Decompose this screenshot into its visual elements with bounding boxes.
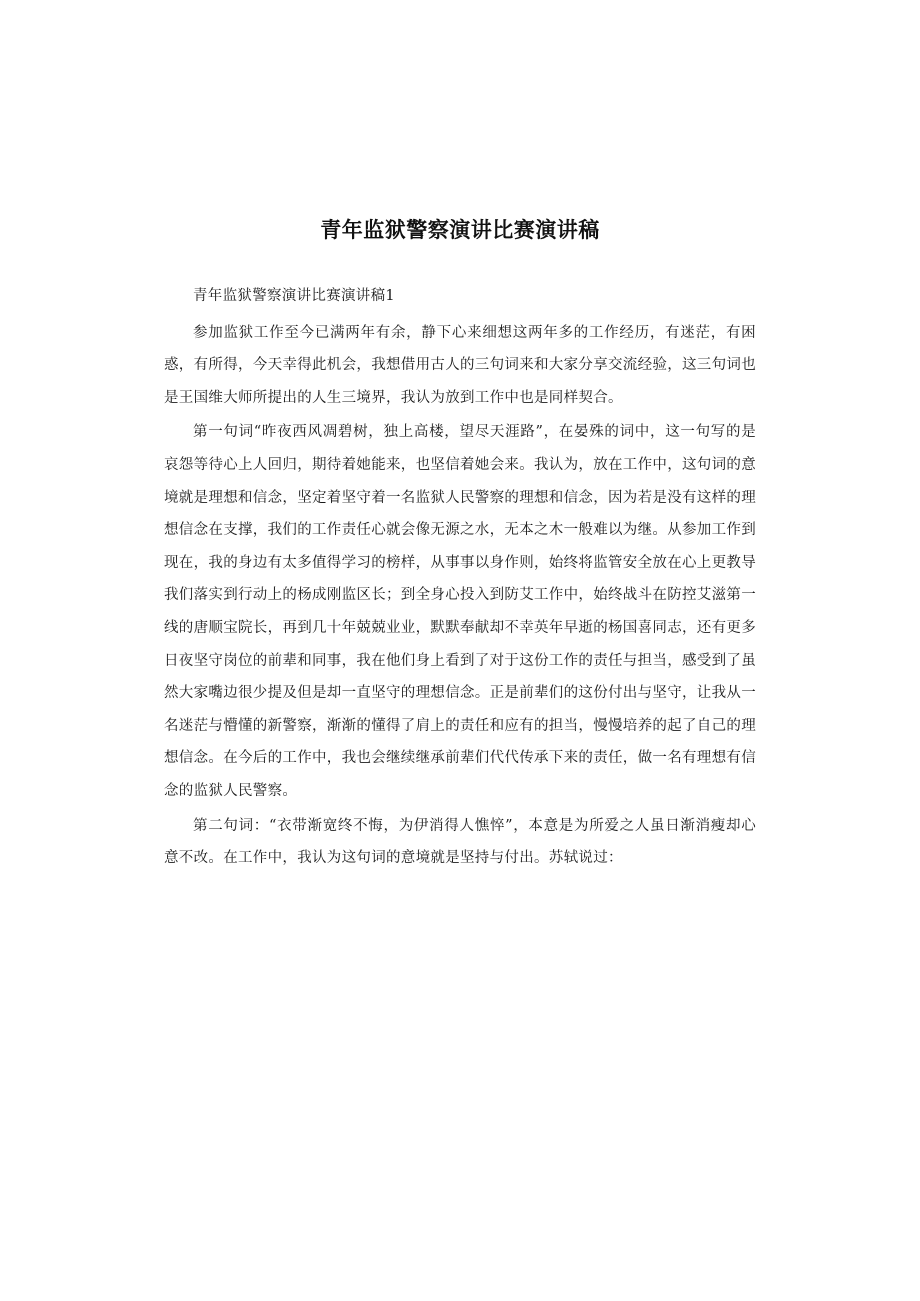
paragraph-1: 参加监狱工作至今已满两年有余，静下心来细想这两年多的工作经历，有迷茫，有困惑，有所得，今天幸得此机会，我想借用古人的三句词来和大家分享交流经验，这三句词也是王国维大师所提出的人生三境界，我认为放到工作中也是同样契合。 [164, 324, 756, 406]
paragraph-3: 第二句词：“衣带渐宽终不悔，为伊消得人憔悴”，本意是为所爱之人虽日渐消瘦却心意不改。在工作中，我认为这句词的意境就是坚持与付出。苏轼说过： [164, 817, 756, 867]
document-title: 青年监狱警察演讲比赛演讲稿 [320, 218, 600, 242]
section-heading: 青年监狱警察演讲比赛演讲稿1 [193, 288, 395, 304]
paragraph-2: 第一句词“昨夜西风凋碧树，独上高楼，望尽天涯路”，在晏殊的词中，这一句写的是哀怨等待心上人回归，期待着她能来，也坚信着她会来。我认为，放在工作中，这句词的意境就是理想和信念，坚定着坚守着一名监狱人民警察的理想和信念，因为若是没有这样的理想信念在支撑，我们的工作责任心就会像无源之水，无本之木一般难以为继。从参加工作到现在，我的身边有太多值得学习的榜样，从事事以身作则，始终将监管安全放在心上更教导我们落实到行动上的杨成刚监区长；到全身心投入到防艾工作中，始终战斗在防控艾滋第一线的唐顺宝院长，再到几十年兢兢业业，默默奉献却不幸英年早逝的杨国喜同志，还有更多日夜坚守岗位的前辈和同事，我在他们身上看到了对于这份工作的责任与担当，感受到了虽然大家嘴边很少提及但是却一直坚守的理想信念。正是前辈们的这份付出与坚守，让我从一名迷茫与懵懂的新警察，渐渐的懂得了肩上的责任和应有的担当，慢慢培养的起了自己的理想信念。在今后的工作中，我也会继续继承前辈们代代传承下来的责任，做一名有理想有信念的监狱人民警察。 [164, 424, 756, 799]
document-body [164, 280, 756, 877]
